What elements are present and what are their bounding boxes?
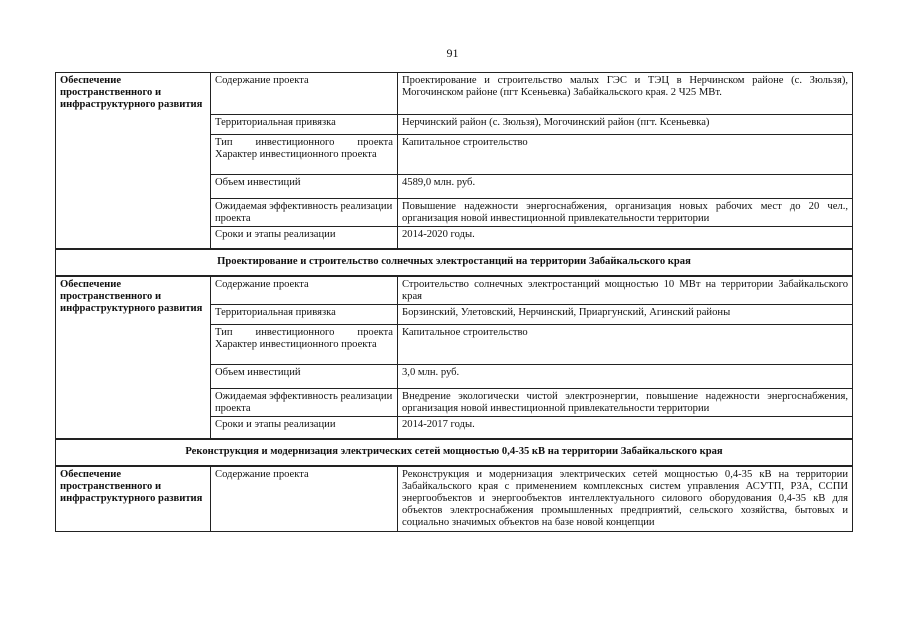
row-label: Ожидаемая эффективность реализации проекта [211, 199, 398, 227]
section-heading-row [56, 249, 853, 275]
row-label: Сроки и этапы реализации [211, 227, 398, 250]
row-label: Тип инвестиционного проекта Характер инвестиционного проекта [211, 325, 398, 365]
row-label: Объем инвестиций [211, 175, 398, 199]
table-row [56, 276, 853, 305]
row-label: Объем инвестиций [211, 365, 398, 389]
row-value: Повышение надежности энергоснабжения, организация новых рабочих мест до 20 чел., организация новой инвестиционной привлекательности территории [398, 199, 853, 227]
row-value: 3,0 млн. руб. [398, 365, 853, 389]
project-table [55, 72, 853, 532]
row-value: Строительство солнечных электростанций мощностью 10 МВт на территории Забайкальского края [398, 276, 853, 305]
row-label: Тип инвестиционного проекта Характер инвестиционного проекта [211, 135, 398, 175]
section-label: Обеспечение пространственного и инфраструктурного развития [56, 73, 211, 250]
row-value: Проектирование и строительство малых ГЭС и ТЭЦ в Нерчинском районе (с. Зюльзя), Могочинском районе (пгт Ксеньевка) Забайкальского края. 2 Ч25 МВт. [398, 73, 853, 115]
section-label: Обеспечение пространственного и инфраструктурного развития [56, 466, 211, 532]
row-label: Содержание проекта [211, 466, 398, 532]
section-heading: Проектирование и строительство солнечных электростанций на территории Забайкальского края [56, 249, 853, 275]
row-value: Борзинский, Улетовский, Нерчинский, Приаргунский, Агинский районы [398, 305, 853, 325]
row-label: Территориальная привязка [211, 115, 398, 135]
row-value: Капитальное строительство [398, 135, 853, 175]
section-heading: Реконструкция и модернизация электрических сетей мощностью 0,4-35 кВ на территории Забайкальского края [56, 439, 853, 465]
row-value: Нерчинский район (с. Зюльзя), Могочинский район (пгт. Ксеньевка) [398, 115, 853, 135]
row-value: 2014-2017 годы. [398, 417, 853, 440]
row-value: 4589,0 млн. руб. [398, 175, 853, 199]
table-row [56, 466, 853, 532]
table-row [56, 73, 853, 115]
row-value: Внедрение экологически чистой электроэнергии, повышение надежности энергоснабжения, организация новой инвестиционной привлекательности территории [398, 389, 853, 417]
row-label: Территориальная привязка [211, 305, 398, 325]
row-label: Содержание проекта [211, 276, 398, 305]
row-value: Капитальное строительство [398, 325, 853, 365]
section-heading-row [56, 439, 853, 465]
page-number: 91 [446, 46, 459, 60]
row-value: Реконструкция и модернизация электрических сетей мощностью 0,4-35 кВ на территории Забайкальского края с применением комплексных систем управления АСУТП, РЗА, ССПИ энергообъектов и энергообъектов интеллектуального силового оборудования 0,4-35 кВ для объектов электроснабжения промышленных предприятий, сельского хозяйства, бытовых и социально значимых объектов на базе новой концепции [398, 466, 853, 532]
section-label: Обеспечение пространственного и инфраструктурного развития [56, 276, 211, 440]
row-label: Ожидаемая эффективность реализации проекта [211, 389, 398, 417]
row-label: Сроки и этапы реализации [211, 417, 398, 440]
row-value: 2014-2020 годы. [398, 227, 853, 250]
row-label: Содержание проекта [211, 73, 398, 115]
